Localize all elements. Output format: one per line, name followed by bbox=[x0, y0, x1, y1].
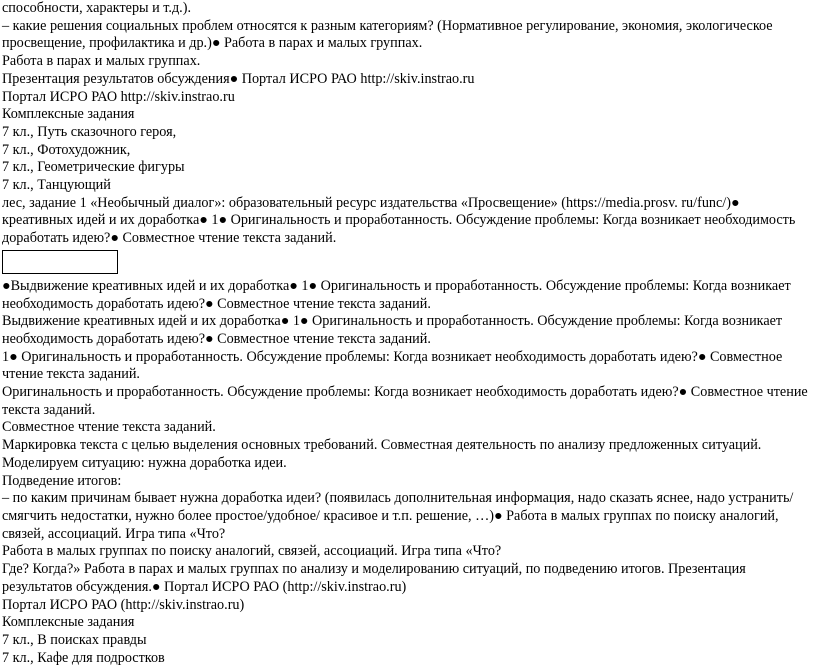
paragraph: ●Выдвижение креативных идей и их доработка● 1● Оригинальность и проработанность. Обсуждение проблемы: Когда возникает необходимость доработать идею?● Совместное чтение текста заданий. bbox=[2, 277, 791, 312]
paragraph: лес, задание 1 «Необычный диалог»: образовательный ресурс издательства «Просвещение» (https://media.prosv. ru/func/)● креативных идей и их доработка● 1● Оригинальность и проработанность. Обсуждение проблемы: Когда возникает необходимость доработать идею?● Совместное чтение текста заданий. bbox=[2, 194, 796, 247]
paragraph: 7 кл., В поисках правды bbox=[2, 631, 147, 648]
paragraph: Оригинальность и проработанность. Обсуждение проблемы: Когда возникает необходимость доработать идею?● Совместное чтение текста заданий. bbox=[2, 384, 808, 418]
paragraph: Портал ИСРО РАО (http://skiv.instrao.ru) bbox=[2, 596, 245, 613]
paragraph: Совместное чтение текста заданий. bbox=[2, 419, 216, 436]
paragraph: Презентация результатов обсуждения● Портал ИСРО РАО http://skiv.instrao.ru bbox=[2, 70, 475, 87]
paragraph: 7 кл., Фотохудожник, bbox=[2, 141, 131, 158]
paragraph: Выдвижение креативных идей и их доработка● 1● Оригинальность и проработанность. Обсуждение проблемы: Когда возникает необходимость доработать идею?● Совместное чтение текста заданий. bbox=[2, 313, 783, 347]
paragraph: способности, характеры и т.д.). bbox=[2, 0, 191, 16]
paragraph: – какие решения социальных проблем относятся к разным категориям? (Нормативное регулирование, экономия, экологическое просвещение, профилактика и др.)● Работа в парах и малых группах. bbox=[2, 17, 773, 52]
paragraph: 7 кл., Геометрические фигуры bbox=[2, 159, 185, 176]
paragraph: Маркировка текста с целью выделения основных требований. Совместная деятельность по анализу предложенных ситуаций. Моделируем ситуацию: нужна доработка идеи. bbox=[2, 437, 762, 471]
paragraph: Комплексные задания bbox=[2, 106, 135, 123]
paragraph: Подведение итогов: bbox=[2, 472, 122, 489]
paragraph: 7 кл., Путь сказочного героя, bbox=[2, 123, 177, 140]
paragraph: Портал ИСРО РАО http://skiv.instrao.ru bbox=[2, 88, 235, 105]
paragraph: Комплексные задания bbox=[2, 614, 135, 631]
paragraph: – по каким причинам бывает нужна доработка идеи? (появилась дополнительная информация, надо сказать яснее, надо устранить/ смягчить недостатки, нужно более простое/удобное/ красивое и т.п. решение, …)● Работа в малых группах по поиску аналогий, связей, ассоциаций. Игра типа «Что? bbox=[2, 490, 794, 542]
paragraph: 1● Оригинальность и проработанность. Обсуждение проблемы: Когда возникает необходимость доработать идею?● Совместное чтение текста заданий. bbox=[2, 348, 783, 383]
paragraph: Где? Когда?» Работа в парах и малых группах по анализу и моделированию ситуаций, по подведению итогов. Презентация результатов обсуждения.● Портал ИСРО РАО (http://skiv.instrao.ru) bbox=[2, 561, 746, 595]
paragraph: Работа в малых группах по поиску аналогий, связей, ассоциаций. Игра типа «Что? bbox=[2, 543, 502, 560]
paragraph: 7 кл., Танцующий bbox=[2, 177, 111, 194]
empty-text-box bbox=[2, 250, 118, 274]
paragraph: Работа в парах и малых группах. bbox=[2, 53, 201, 70]
paragraph: 7 кл., Кафе для подростков bbox=[2, 649, 165, 666]
